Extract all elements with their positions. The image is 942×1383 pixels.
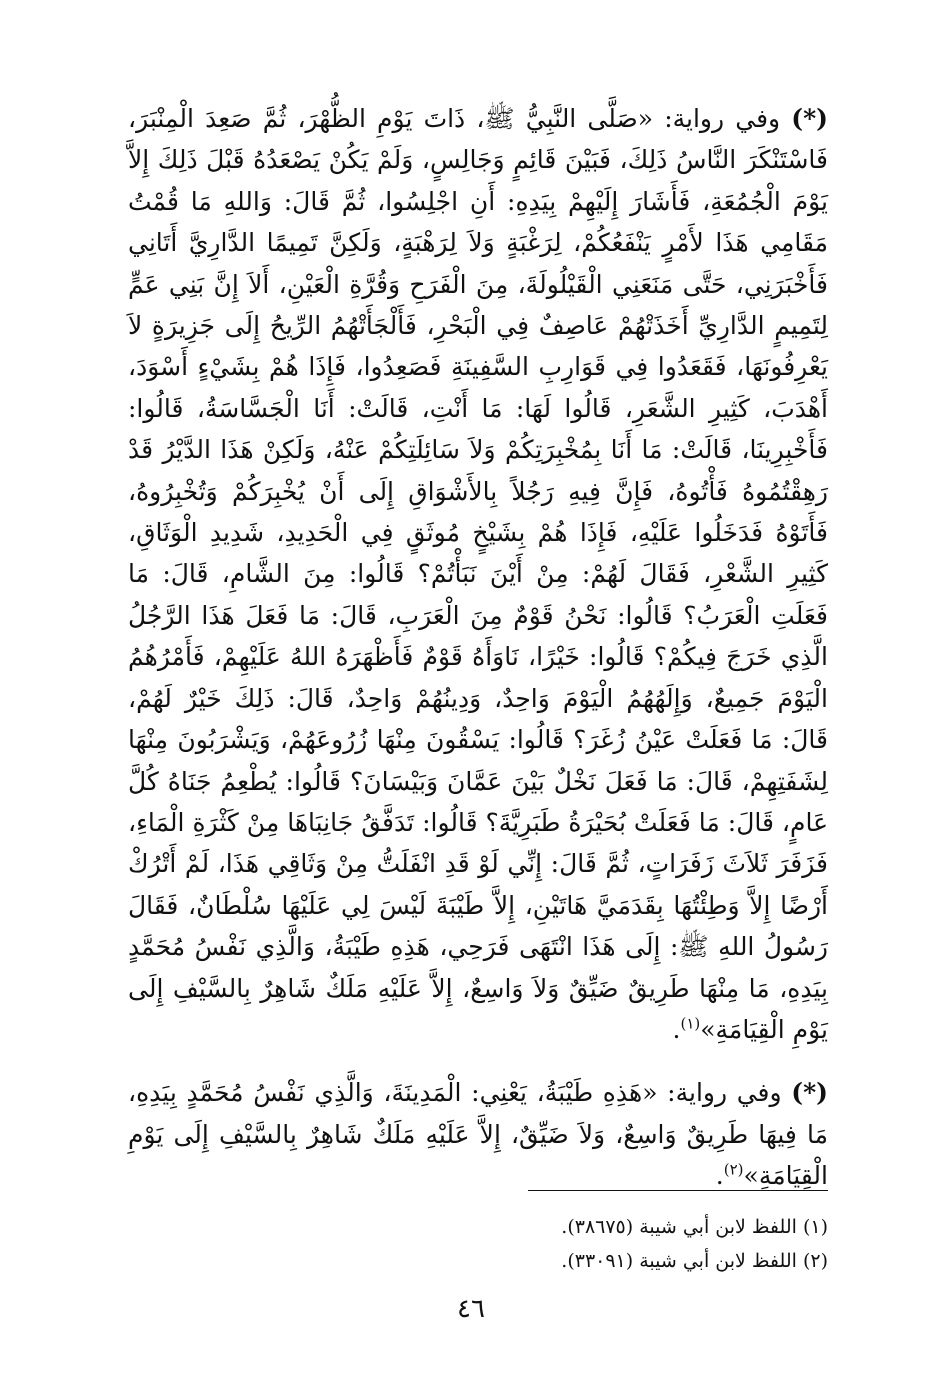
paragraph-marker: (*) [791,104,829,133]
footnote-2: (٢) اللفظ لابن أبي شيبة (٣٣٠٩١). [561,1250,828,1272]
paragraph-text: وفي رواية: «صَلَّى النَّبِيُّ ﷺ، ذَاتَ يَوْمِ الظُّهْرَ، ثُمَّ صَعِدَ الْمِنْبَرَ، فَاسْتَنْكَرَ النَّاسُ ذَلِكَ، فَبَيْنَ قَائِمٍ وَجَالِسٍ، وَلَمْ يَكُنْ يَصْعَدُهُ قَبْلَ ذَلِكَ إِلاَّ يَوْمَ الْجُمُعَةِ، فَأَشَارَ إِلَيْهِمْ بِيَدِهِ: أَنِ اجْلِسُوا، ثُمَّ قَالَ: وَاللهِ مَا قُمْتُ مَقَامِي هَذَا لأَمْرٍ يَنْفَعُكُمْ، لِرَغْبَةٍ وَلاَ لِرَهْبَةٍ، وَلَكِنَّ تَمِيمًا الدَّارِيَّ أَتَانِي فَأَخْبَرَنِي، حَتَّى مَنَعَنِي الْقَيْلُولَةَ، مِنَ الْفَرَحِ وَقُرَّةِ الْعَيْنِ، أَلاَ إِنَّ بَنِي عَمٍّ لِتَمِيمٍ الدَّارِيِّ أَخَذَتْهُمْ عَاصِفٌ فِي الْبَحْرِ، فَأَلْجَأَتْهُمُ الرِّيحُ إِلَى جَزِيرَةٍ لاَ يَعْرِفُونَهَا، فَقَعَدُوا فِي قَوَارِبِ السَّفِينَةِ فَصَعِدُوا، فَإِذَا هُمْ بِشَيْءٍ أَسْوَدَ، أَهْدَبَ، كَثِيرِ الشَّعَرِ، قَالُوا لَهَا: مَا أَنْتِ، قَالَتْ: أَنَا الْجَسَّاسَةُ، قَالُوا: فَأَخْبِرِينَا، قَالَتْ: مَا أَنَا بِمُخْبِرَتِكُمْ وَلاَ سَائِلَتِكُمْ عَنْهُ، وَلَكِنْ هَذَا الدَّيْرُ قَدْ رَهِقْتُمُوهُ فَأْتُوهُ، فَإِنَّ فِيهِ رَجُلاً بِالأَشْوَاقِ إِلَى أَنْ يُخْبِرَكُمْ وَتُخْبِرُوهُ، فَأَتَوْهُ فَدَخَلُوا عَلَيْهِ، فَإِذَا هُمْ بِشَيْخٍ مُوثَقٍ فِي الْحَدِيدِ، شَدِيدِ الْوَثَاقِ، كَثِيرِ الشَّعْرِ، فَقَالَ لَهُمْ: مِنْ أَيْنَ نَبَأْتُمْ؟ قَالُوا: مِنَ الشَّامِ، قَالَ: مَا فَعَلَتِ الْعَرَبُ؟ قَالُوا: نَحْنُ قَوْمٌ مِنَ الْعَرَبِ، قَالَ: مَا فَعَلَ هَذَا الرَّجُلُ الَّذِي خَرَجَ فِيكُمْ؟ قَالُوا: خَيْرًا، نَاوَأَهُ قَوْمٌ فَأَظْهَرَهُ اللهُ عَلَيْهِمْ، فَأَمْرُهُمُ الْيَوْمَ جَمِيعٌ، وَإِلَهُهُمُ الْيَوْمَ وَاحِدٌ، وَدِينُهُمْ وَاحِدٌ، قَالَ: ذَلِكَ خَيْرٌ لَهُمْ، قَالَ: مَا فَعَلَتْ عَيْنُ زُغَرَ؟ قَالُوا: يَسْقُونَ مِنْهَا زُرُوعَهُمْ، وَيَشْرَبُونَ مِنْهَا لِشَفَتِهِمْ، قَالَ: مَا فَعَلَ نَخْلٌ بَيْنَ عَمَّانَ وَبَيْسَانَ؟ قَالُوا: يُطْعِمُ جَنَاهُ كُلَّ عَامٍ، قَالَ: مَا فَعَلَتْ بُحَيْرَةُ طَبَرِيَّةَ؟ قَالُوا: تَدَفَّقُ جَانِبَاهَا مِنْ كَثْرَةِ الْمَاءِ، فَزَفَرَ ثَلاَثَ زَفَرَاتٍ، ثُمَّ قَالَ: إِنِّي لَوْ قَدِ انْفَلَتُّ مِنْ وَثَاقِي هَذَا، لَمْ أَتْرُكْ أَرْضًا إِلاَّ وَطِئْتُهَا بِقَدَمَيَّ هَاتَيْنِ، إِلاَّ طَيْبَةَ لَيْسَ لِي عَلَيْهَا سُلْطَانٌ، فَقَالَ رَسُولُ اللهِ ﷺ: إِلَى هَذَا انْتَهَى فَرَحِي، هَذِهِ طَيْبَةُ، وَالَّذِي نَفْسُ مُحَمَّدٍ بِيَدِهِ، مَا مِنْهَا طَرِيقٌ ضَيِّقٌ وَلاَ وَاسِعٌ، إِلاَّ عَلَيْهِ مَلَكٌ شَاهِرٌ بِالسَّيْفِ إِلَى يَوْمِ الْقِيَامَةِ» [128,104,828,1044]
footnote-1: (١) اللفظ لابن أبي شيبة (٣٨٦٧٥). [561,1216,828,1238]
footnote-separator [528,1190,828,1191]
page-number: ٤٦ [457,1294,485,1324]
paragraph-text: وفي رواية: «هَذِهِ طَيْبَةُ، يَعْنِي: الْمَدِينَةَ، وَالَّذِي نَفْسُ مُحَمَّدٍ بِيَدِهِ، مَا فِيهَا طَرِيقٌ وَاسِعٌ، وَلاَ ضَيِّقٌ، إِلاَّ عَلَيْهِ مَلَكٌ شَاهِرٌ بِالسَّيْفِ إِلَى يَوْمِ الْقِيَامَةِ» [128,1078,828,1191]
paragraph-2: (*) وفي رواية: «هَذِهِ طَيْبَةُ، يَعْنِي: الْمَدِينَةَ، وَالَّذِي نَفْسُ مُحَمَّدٍ بِيَدِهِ، مَا فِيهَا طَرِيقٌ وَاسِعٌ، وَلاَ ضَيِّقٌ، إِلاَّ عَلَيْهِ مَلَكٌ شَاهِرٌ بِالسَّيْفِ إِلَى يَوْمِ الْقِيَامَةِ»$^{(٢)}$. [128,1078,828,1191]
main-text [128,98,828,1197]
paragraph-1: (*) وفي رواية: «صَلَّى النَّبِيُّ ﷺ، ذَاتَ يَوْمِ الظُّهْرَ، ثُمَّ صَعِدَ الْمِنْبَرَ، فَاسْتَنْكَرَ النَّاسُ ذَلِكَ، فَبَيْنَ قَائِمٍ وَجَالِسٍ، وَلَمْ يَكُنْ يَصْعَدُهُ قَبْلَ ذَلِكَ إِلاَّ يَوْمَ الْجُمُعَةِ، فَأَشَارَ إِلَيْهِمْ بِيَدِهِ: أَنِ اجْلِسُوا، ثُمَّ قَالَ: وَاللهِ مَا قُمْتُ مَقَامِي هَذَا لأَمْرٍ يَنْفَعُكُمْ، لِرَغْبَةٍ وَلاَ لِرَهْبَةٍ، وَلَكِنَّ تَمِيمًا الدَّارِيَّ أَتَانِي فَأَخْبَرَنِي، حَتَّى مَنَعَنِي الْقَيْلُولَةَ، مِنَ الْفَرَحِ وَقُرَّةِ الْعَيْنِ، أَلاَ إِنَّ بَنِي عَمٍّ لِتَمِيمٍ الدَّارِيِّ أَخَذَتْهُمْ عَاصِفٌ فِي الْبَحْرِ، فَأَلْجَأَتْهُمُ الرِّيحُ إِلَى جَزِيرَةٍ لاَ يَعْرِفُونَهَا، فَقَعَدُوا فِي قَوَارِبِ السَّفِينَةِ فَصَعِدُوا، فَإِذَا هُمْ بِشَيْءٍ أَسْوَدَ، أَهْدَبَ، كَثِيرِ الشَّعَرِ، قَالُوا لَهَا: مَا أَنْتِ، قَالَتْ: أَنَا الْجَسَّاسَةُ، قَالُوا: فَأَخْبِرِينَا، قَالَتْ: مَا أَنَا بِمُخْبِرَتِكُمْ وَلاَ سَائِلَتِكُمْ عَنْهُ، وَلَكِنْ هَذَا الدَّيْرُ قَدْ رَهِقْتُمُوهُ فَأْتُوهُ، فَإِنَّ فِيهِ رَجُلاً بِالأَشْوَاقِ إِلَى أَنْ يُخْبِرَكُمْ وَتُخْبِرُوهُ، فَأَتَوْهُ فَدَخَلُوا عَلَيْهِ، فَإِذَا هُمْ بِشَيْخٍ مُوثَقٍ فِي الْحَدِيدِ، شَدِيدِ الْوَثَاقِ، كَثِيرِ الشَّعْرِ، فَقَالَ لَهُمْ: مِنْ أَيْنَ نَبَأْتُمْ؟ قَالُوا: مِنَ الشَّامِ، قَالَ: مَا فَعَلَتِ الْعَرَبُ؟ قَالُوا: نَحْنُ قَوْمٌ مِنَ الْعَرَبِ، قَالَ: مَا فَعَلَ هَذَا الرَّجُلُ الَّذِي خَرَجَ فِيكُمْ؟ قَالُوا: خَيْرًا، نَاوَأَهُ قَوْمٌ فَأَظْهَرَهُ اللهُ عَلَيْهِمْ، فَأَمْرُهُمُ الْيَوْمَ جَمِيعٌ، وَإِلَهُهُمُ الْيَوْمَ وَاحِدٌ، وَدِينُهُمْ وَاحِدٌ، قَالَ: ذَلِكَ خَيْرٌ لَهُمْ، قَالَ: مَا فَعَلَتْ عَيْنُ زُغَرَ؟ قَالُوا: يَسْقُونَ مِنْهَا زُرُوعَهُمْ، وَيَشْرَبُونَ مِنْهَا لِشَفَتِهِمْ، قَالَ: مَا فَعَلَ نَخْلٌ بَيْنَ عَمَّانَ وَبَيْسَانَ؟ قَالُوا: يُطْعِمُ جَنَاهُ كُلَّ عَامٍ، قَالَ: مَا فَعَلَتْ بُحَيْرَةُ طَبَرِيَّةَ؟ قَالُوا: تَدَفَّقُ جَانِبَاهَا مِنْ كَثْرَةِ الْمَاءِ، فَزَفَرَ ثَلاَثَ زَفَرَاتٍ، ثُمَّ قَالَ: إِنِّي لَوْ قَدِ انْفَلَتُّ مِنْ وَثَاقِي هَذَا، لَمْ أَتْرُكْ أَرْضًا إِلاَّ وَطِئْتُهَا بِقَدَمَيَّ هَاتَيْنِ، إِلاَّ طَيْبَةَ لَيْسَ لِي عَلَيْهَا سُلْطَانٌ، فَقَالَ رَسُولُ اللهِ ﷺ: إِلَى هَذَا انْتَهَى فَرَحِي، هَذِهِ طَيْبَةُ، وَالَّذِي نَفْسُ مُحَمَّدٍ بِيَدِهِ، مَا مِنْهَا طَرِيقٌ ضَيِّقٌ وَلاَ وَاسِعٌ، إِلاَّ عَلَيْهِ مَلَكٌ شَاهِرٌ بِالسَّيْفِ إِلَى يَوْمِ الْقِيَامَةِ»$^{(١)}$. [128,104,829,1044]
paragraph-marker: (*) [791,1078,828,1108]
footnote-ref-2: (٢) [723,1160,744,1179]
footnote-ref-1: (١) [680,1014,701,1033]
footnotes [128,1210,828,1278]
